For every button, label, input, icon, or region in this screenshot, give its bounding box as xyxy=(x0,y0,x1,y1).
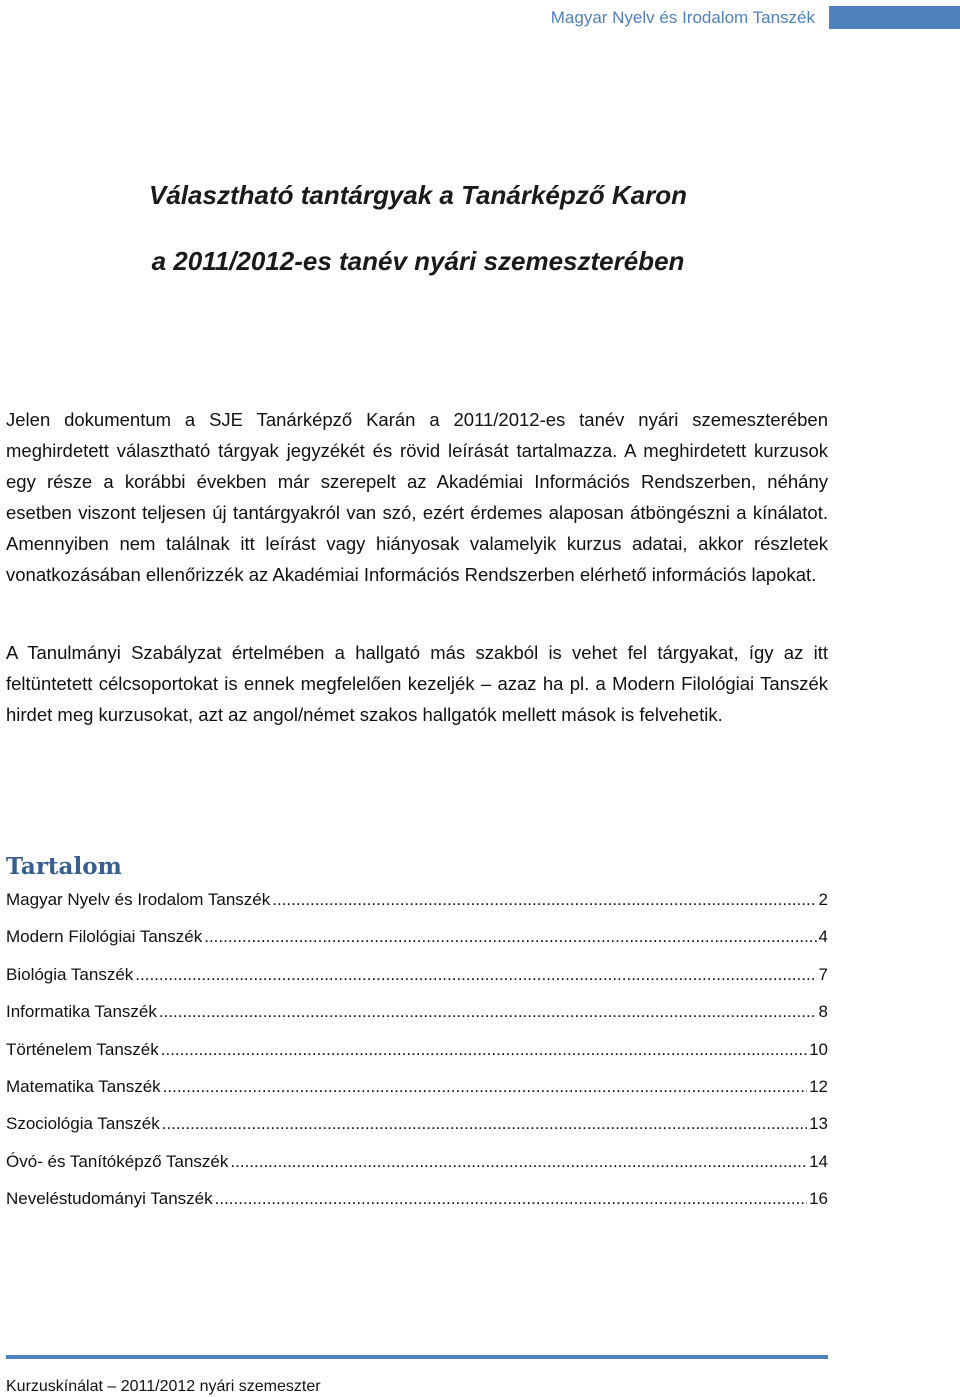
footer-accent-bar xyxy=(6,1355,828,1359)
toc-leader-dots xyxy=(215,1184,807,1214)
toc-entry-label: Történelem Tanszék xyxy=(6,1039,159,1059)
toc-entry[interactable] xyxy=(6,1035,828,1072)
toc-entry-page: 14 xyxy=(809,1151,828,1171)
toc-entry-label: Modern Filológiai Tanszék xyxy=(6,927,203,947)
toc-entry-page: 12 xyxy=(809,1076,828,1096)
toc-leader-dots xyxy=(161,1035,807,1065)
toc-entry[interactable] xyxy=(6,1184,828,1221)
toc-entry-page: 7 xyxy=(818,964,828,984)
toc-entry[interactable] xyxy=(6,1072,828,1109)
toc-leader-dots xyxy=(159,997,817,1027)
toc-entry-label: Magyar Nyelv és Irodalom Tanszék xyxy=(6,890,271,909)
toc-leader-dots xyxy=(162,1109,807,1139)
toc-heading: Tartalom xyxy=(6,853,122,880)
toc-leader-dots xyxy=(272,885,816,915)
toc-entry-label: Óvó- és Tanítóképző Tanszék xyxy=(6,1151,229,1171)
toc-entry[interactable] xyxy=(6,885,828,922)
toc-entry-page: 4 xyxy=(818,927,828,947)
header-department: Magyar Nyelv és Irodalom Tanszék xyxy=(550,8,815,27)
footer-text: Kurzuskínálat – 2011/2012 nyári szemeszter xyxy=(6,1378,321,1395)
toc-entry-label: Biológia Tanszék xyxy=(6,964,134,984)
rules-paragraph: A Tanulmányi Szabályzat értelmében a hallgató más szakból is vehet fel tárgyakat, így az itt feltüntetett célcsoportokat is ennek megfelelően kezeljék – azaz ha pl. a Modern Filológiai Tanszék hirdet meg kurzusokat, azt az angol/német szakos hallgatók mellett mások is felvehetik. xyxy=(6,642,828,725)
toc-entry[interactable] xyxy=(6,922,828,959)
toc-entry-page: 13 xyxy=(809,1114,828,1134)
toc-leader-dots xyxy=(204,922,816,952)
toc-leader-dots xyxy=(163,1072,807,1102)
toc-entry-label: Matematika Tanszék xyxy=(6,1076,161,1096)
intro-paragraph: Jelen dokumentum a SJE Tanárképző Karán a 2011/2012-es tanév nyári szemeszterében meghirdetett választható tárgyak jegyzékét és rövid leírását tartalmazza. A meghirdetett kurzusok egy része a korábbi években már szerepelt az Akadémiai Információs Rendszerben, néhány esetben viszont teljesen új tantárgyakról van szó, ezért érdemes alaposan átböngészni a kínálatot. Amennyiben nem találnak itt leírást vagy hiányosak valamelyik kurzus adatai, akkor részletek vonatkozásában ellenőrizzék az Akadémiai Információs Rendszerben elérhető információs lapokat. xyxy=(6,409,828,585)
document-title-line1: Választható tantárgyak a Tanárképző Karon xyxy=(149,180,687,210)
toc-entry[interactable] xyxy=(6,1147,828,1184)
toc-entry-page: 8 xyxy=(818,1002,828,1022)
document-title-line2: a 2011/2012-es tanév nyári szemeszterében xyxy=(151,246,685,276)
toc-entry-label: Informatika Tanszék xyxy=(6,1002,157,1022)
toc-leader-dots xyxy=(135,960,816,990)
toc-entry-page: 2 xyxy=(818,890,828,909)
header-accent-bar xyxy=(829,6,960,29)
toc-entry[interactable] xyxy=(6,960,828,997)
toc-entry[interactable] xyxy=(6,1109,828,1146)
toc-list xyxy=(6,885,828,1222)
toc-entry-page: 10 xyxy=(809,1039,828,1059)
toc-entry[interactable] xyxy=(6,997,828,1034)
toc-entry-label: Neveléstudományi Tanszék xyxy=(6,1189,213,1209)
toc-entry-page: 16 xyxy=(809,1189,828,1209)
toc-leader-dots xyxy=(230,1147,807,1177)
toc-entry-label: Szociológia Tanszék xyxy=(6,1114,160,1134)
